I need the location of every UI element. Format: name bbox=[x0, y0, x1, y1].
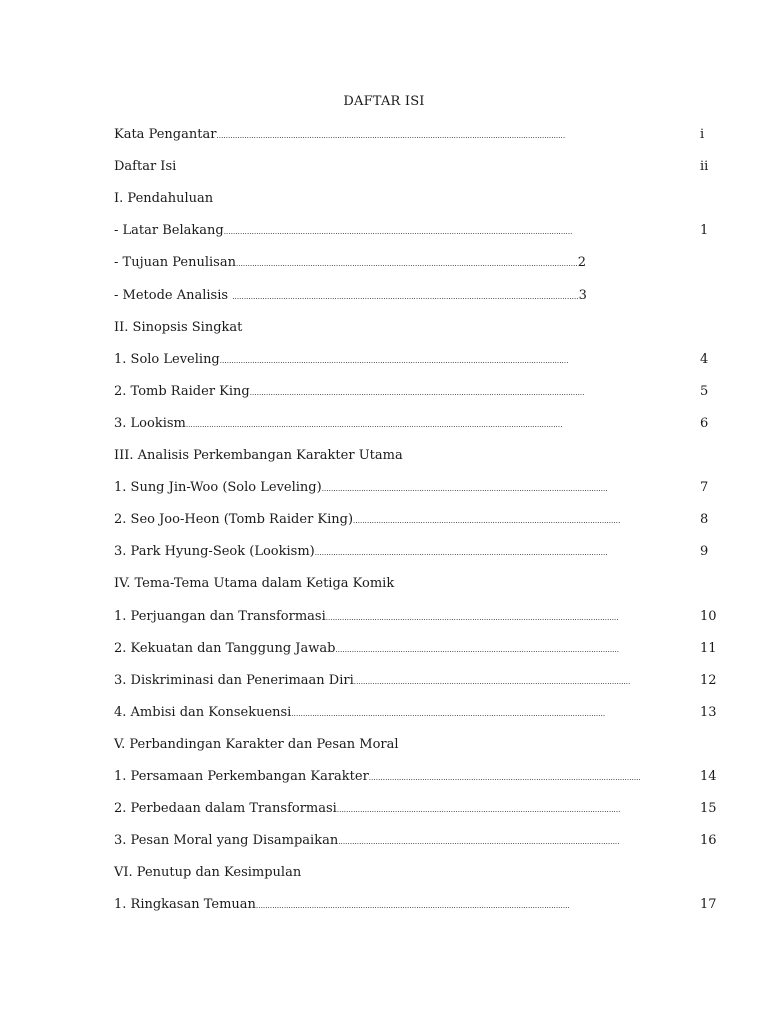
toc-page-number: 7 bbox=[700, 480, 709, 495]
toc-page-number: ii bbox=[700, 159, 709, 174]
toc-entry-label: - Tujuan Penulisan bbox=[114, 255, 236, 270]
toc-page-number: 17 bbox=[700, 897, 717, 912]
toc-leader-dots: .......................................................................................................................... bbox=[336, 806, 621, 814]
toc-entry bbox=[114, 447, 403, 465]
toc-entry bbox=[114, 319, 242, 337]
toc-entry bbox=[114, 736, 399, 754]
toc-entry bbox=[114, 704, 605, 722]
toc-page-number: 12 bbox=[700, 673, 717, 688]
toc-entry-label: Daftar Isi bbox=[114, 159, 177, 174]
toc-leader-dots: ...................................................................................................................................................... bbox=[219, 357, 569, 365]
toc-leader-dots: ....................................................................................................................... bbox=[353, 678, 631, 686]
toc-leader-dots: ..................................................................................................................... bbox=[368, 774, 641, 782]
toc-entry-label: I. Pendahuluan bbox=[114, 191, 214, 206]
page-title: DAFTAR ISI bbox=[343, 94, 425, 109]
toc-entry-label: III. Analisis Perkembangan Karakter Utama bbox=[114, 448, 403, 463]
toc-page-number: 5 bbox=[700, 384, 709, 399]
toc-entry bbox=[114, 608, 619, 626]
toc-entry-label: 2. Seo Joo-Heon (Tomb Raider King) bbox=[114, 512, 354, 527]
toc-leader-dots: ...................................................................................................................................................... bbox=[223, 228, 573, 236]
toc-entry bbox=[114, 383, 585, 401]
toc-entry bbox=[114, 415, 563, 433]
toc-entry-label: V. Perbandingan Karakter dan Pesan Moral bbox=[114, 737, 399, 752]
toc-entry bbox=[114, 672, 630, 690]
toc-entry bbox=[114, 254, 586, 272]
toc-entry bbox=[114, 543, 608, 561]
toc-page-number: 4 bbox=[700, 352, 709, 367]
toc-entry-label: 1. Ringkasan Temuan bbox=[114, 897, 256, 912]
toc-entry-label: IV. Tema-Tema Utama dalam Ketiga Komik bbox=[114, 576, 395, 591]
toc-entry-label: 4. Ambisi dan Konsekuensi bbox=[114, 705, 292, 720]
toc-entry bbox=[114, 896, 570, 914]
toc-entry-label: 3. Lookism bbox=[114, 416, 186, 431]
toc-leader-dots: .................................................................................................................................................................. bbox=[185, 421, 563, 429]
toc-entry-label: 3. Diskriminasi dan Penerimaan Diri bbox=[114, 673, 354, 688]
toc-page-number: 8 bbox=[700, 512, 709, 527]
toc-entry-label: II. Sinopsis Singkat bbox=[114, 320, 243, 335]
toc-leader-dots: ....................................................................................................................................... bbox=[255, 902, 570, 910]
toc-leader-dots: ................................................................................................................................................ bbox=[249, 389, 585, 397]
toc-entry bbox=[114, 832, 620, 850]
toc-page-number: 2 bbox=[577, 255, 587, 270]
toc-entry-label: 1. Sung Jin-Woo (Solo Leveling) bbox=[114, 480, 322, 495]
toc-entry bbox=[114, 479, 608, 497]
toc-page-number: i bbox=[700, 127, 705, 142]
toc-entry bbox=[114, 864, 301, 882]
toc-leader-dots: .......................................................................................................................... bbox=[335, 646, 620, 654]
toc-entry-label: 3. Pesan Moral yang Disampaikan bbox=[114, 833, 339, 848]
toc-leader-dots: .............................................................................................................................. bbox=[314, 549, 608, 557]
toc-page-number: 11 bbox=[700, 641, 717, 656]
toc-entry-label: VI. Penutup dan Kesimpulan bbox=[114, 865, 302, 880]
toc-page-number: 14 bbox=[700, 769, 717, 784]
toc-entry bbox=[114, 222, 572, 240]
toc-entry bbox=[114, 351, 569, 369]
toc-entry bbox=[114, 287, 587, 305]
toc-page-number: 13 bbox=[700, 705, 717, 720]
toc-entry bbox=[114, 126, 565, 144]
toc-entry-label: 3. Park Hyung-Seok (Lookism) bbox=[114, 544, 315, 559]
toc-page-number: 6 bbox=[700, 416, 709, 431]
toc-page-number: 9 bbox=[700, 544, 709, 559]
toc-entry bbox=[114, 640, 619, 658]
toc-entry bbox=[114, 190, 213, 208]
toc-leader-dots: ................................................................................................................... bbox=[353, 517, 621, 525]
toc-leader-dots: ....................................................................................................................................... bbox=[291, 710, 606, 718]
toc-page-number: 10 bbox=[700, 609, 717, 624]
toc-entry-label: - Latar Belakang bbox=[114, 223, 224, 238]
toc-entry bbox=[114, 158, 176, 176]
toc-entry-label: 1. Perjuangan dan Transformasi bbox=[114, 609, 326, 624]
toc-page-number: 3 bbox=[578, 288, 587, 303]
toc-leader-dots: ..................................................................................................................................................... bbox=[232, 293, 579, 301]
toc-entry bbox=[114, 800, 621, 818]
toc-entry bbox=[114, 575, 394, 593]
toc-page-number: 16 bbox=[700, 833, 717, 848]
toc-entry-label: 2. Perbedaan dalam Transformasi bbox=[114, 801, 337, 816]
toc-page-number: 15 bbox=[700, 801, 717, 816]
toc-leader-dots: .............................................................................................................................. bbox=[325, 614, 619, 622]
toc-leader-dots: ........................................................................................................................... bbox=[321, 485, 608, 493]
toc-leader-dots: ................................................................................................................................................... bbox=[235, 260, 578, 268]
toc-page-number: 1 bbox=[700, 223, 709, 238]
toc-entry-label: 1. Persamaan Perkembangan Karakter bbox=[114, 769, 369, 784]
toc-entry-label: 2. Tomb Raider King bbox=[114, 384, 250, 399]
toc-entry bbox=[114, 511, 620, 529]
toc-entry-label: - Metode Analisis bbox=[114, 288, 233, 303]
toc-leader-dots: ...................................................................................................................................................... bbox=[216, 132, 566, 140]
toc-leader-dots: ......................................................................................................................... bbox=[338, 838, 620, 846]
toc-entry-label: 2. Kekuatan dan Tanggung Jawab bbox=[114, 641, 336, 656]
toc-entry-label: 1. Solo Leveling bbox=[114, 352, 220, 367]
toc-entry-label: Kata Pengantar bbox=[114, 127, 217, 142]
toc-entry bbox=[114, 768, 641, 786]
